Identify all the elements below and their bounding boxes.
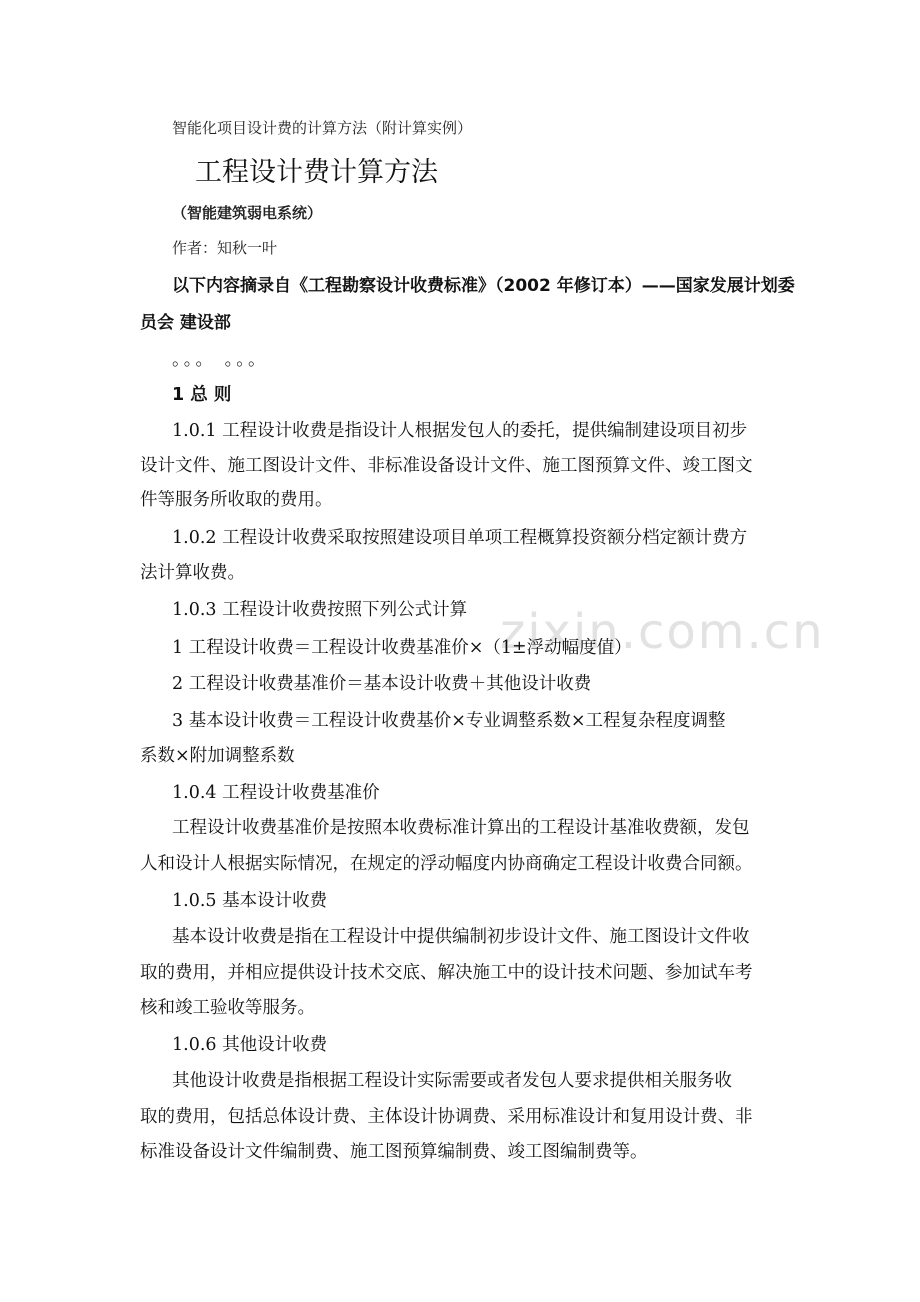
clause-1-0-3: 1.0.3 工程设计收费按照下列公式计算 [172, 600, 468, 620]
clause-1-0-5-line-1: 基本设计收费是指在工程设计中提供编制初步设计文件、施工图设计文件收 [172, 927, 750, 947]
formula-1: 1 工程设计收费＝工程设计收费基准价×（1±浮动幅度值） [172, 638, 632, 658]
section-heading: 1 总 则 [172, 385, 232, 405]
clause-1-0-4-line-1: 工程设计收费基准价是按照本收费标准计算出的工程设计基准收费额，发包 [172, 818, 750, 838]
clause-1-0-2-line-1: 1.0.2 工程设计收费采取按照建设项目单项工程概算投资额分档定额计费方 [172, 528, 748, 548]
document-top-title: 智能化项目设计费的计算方法（附计算实例） [172, 119, 473, 137]
clause-1-0-5-line-2: 取的费用，并相应提供设计技术交底、解决施工中的设计技术问题、参加试车考 [140, 963, 753, 983]
source-line-2: 员会 建设部 [140, 313, 231, 333]
watermark: zixin.com.cn [500, 604, 825, 660]
clause-1-0-1-line-1: 1.0.1 工程设计收费是指设计人根据发包人的委托，提供编制建设项目初步 [172, 421, 748, 441]
clause-1-0-2-line-2: 法计算收费。 [140, 563, 245, 583]
clause-1-0-5-title: 1.0.5 基本设计收费 [172, 891, 328, 911]
clause-1-0-6-line-2: 取的费用，包括总体设计费、主体设计协调费、采用标准设计和复用设计费、非 [140, 1107, 753, 1127]
clause-1-0-4-line-2: 人和设计人根据实际情况，在规定的浮动幅度内协商确定工程设计收费合同额。 [140, 854, 753, 874]
author-line: 作者：知秋一叶 [172, 239, 278, 257]
clause-1-0-1-line-2: 设计文件、施工图设计文件、非标准设备设计文件、施工图预算文件、竣工图文 [140, 456, 753, 476]
subtitle: （智能建筑弱电系统） [172, 204, 323, 222]
clause-1-0-6-line-1: 其他设计收费是指根据工程设计实际需要或者发包人要求提供相关服务收 [172, 1071, 732, 1091]
formula-2: 2 工程设计收费基准价＝基本设计收费＋其他设计收费 [172, 674, 592, 694]
formula-3-line-2: 系数×附加调整系数 [140, 746, 295, 766]
clause-1-0-6-line-3: 标准设备设计文件编制费、施工图预算编制费、竣工图编制费等。 [140, 1142, 648, 1162]
formula-3-line-1: 3 基本设计收费＝工程设计收费基价×专业调整系数×工程复杂程度调整 [172, 711, 726, 731]
source-line-1: 以下内容摘录自《工程勘察设计收费标准》（2002 年修订本）——国家发展计划委 [172, 276, 795, 296]
clause-1-0-6-title: 1.0.6 其他设计收费 [172, 1035, 328, 1055]
clause-1-0-1-line-3: 件等服务所收取的费用。 [140, 490, 333, 510]
ellipsis-line: 。。。 。。。 [172, 350, 269, 370]
clause-1-0-5-line-3: 核和竣工验收等服务。 [140, 998, 315, 1018]
main-title: 工程设计费计算方法 [195, 157, 438, 188]
clause-1-0-4-title: 1.0.4 工程设计收费基准价 [172, 783, 380, 803]
